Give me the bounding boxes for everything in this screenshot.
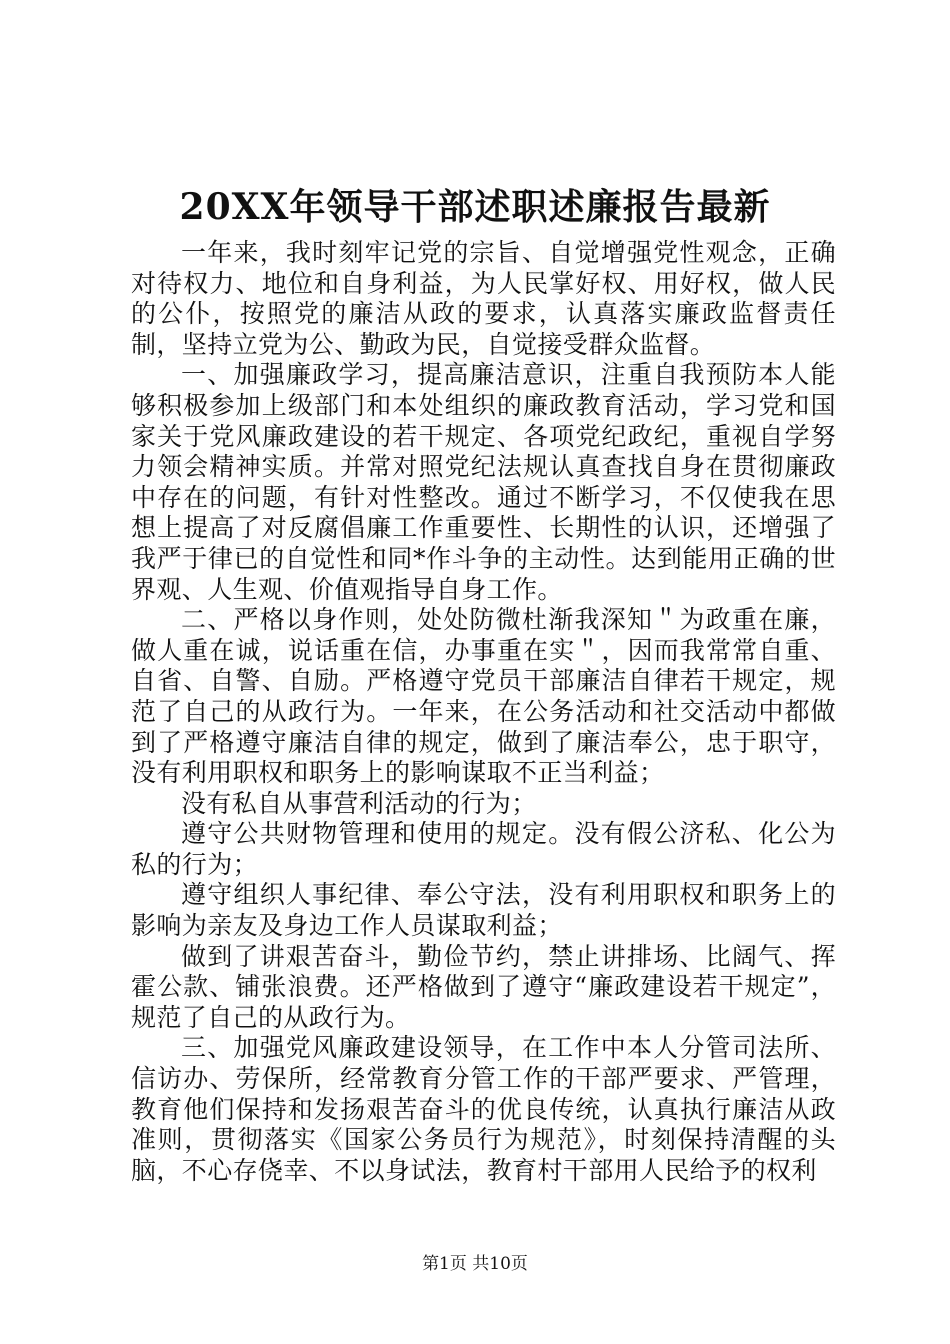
paragraph: 没有私自从事营利活动的行为；	[181, 788, 537, 818]
paragraph: 一年来，我时刻牢记党的宗旨、自觉增强党性观念，正确对待权力、地位和自身利益，为人民掌好权、用好权，做人民的公仆，按照党的廉洁从政的要求，认真落实廉政监督责任制，坚持立党为公、勤政为民，自觉接受群众监督。	[131, 238, 836, 359]
page-number-footer: 第1页 共10页	[422, 1254, 528, 1274]
paragraph: 三、加强党风廉政建设领导，在工作中本人分管司法所、信访办、劳保所，经常教育分管工作的干部严要求、严管理，教育他们保持和发扬艰苦奋斗的优良传统，认真执行廉洁从政准则，贯彻落实《国家公务员行为规范》，时刻保持清醒的头脑，不心存侥幸、不以身试法，教育村干部用人民给予的权利	[131, 1033, 836, 1185]
paragraph: 一、加强廉政学习，提高廉洁意识，注重自我预防本人能够积极参加上级部门和本处组织的廉政教育活动，学习党和国家关于党风廉政建设的若干规定、各项党纪政纪，重视自学努力领会精神实质。并常对照党纪法规认真查找自身在贯彻廉政中存在的问题，有针对性整改。通过不断学习，不仅使我在思想上提高了对反腐倡廉工作重要性、长期性的认识，还增强了我严于律已的自觉性和同*作斗争的主动性。达到能用正确的世界观、人生观、价值观指导自身工作。	[131, 360, 836, 604]
paragraph: 遵守组织人事纪律、奉公守法，没有利用职权和职务上的影响为亲友及身边工作人员谋取利益；	[131, 880, 836, 941]
paragraph: 二、严格以身作则，处处防微杜渐我深知＂为政重在廉，做人重在诚，说话重在信，办事重在实＂，因而我常常自重、自省、自警、自励。严格遵守党员干部廉洁自律若干规定，规范了自己的从政行为。一年来，在公务活动和社交活动中都做到了严格遵守廉洁自律的规定，做到了廉洁奉公，忠于职守，没有利用职权和职务上的影响谋取不正当利益；	[131, 605, 836, 788]
document-body	[131, 238, 836, 1186]
paragraph: 遵守公共财物管理和使用的规定。没有假公济私、化公为私的行为；	[131, 819, 836, 879]
document-title: 20XX年领导干部述职述廉报告最新	[179, 186, 771, 228]
paragraph: 做到了讲艰苦奋斗，勤俭节约，禁止讲排场、比阔气、挥霍公款、铺张浪费。还严格做到了遵守“廉政建设若干规定”，规范了自己的从政行为。	[131, 941, 836, 1032]
